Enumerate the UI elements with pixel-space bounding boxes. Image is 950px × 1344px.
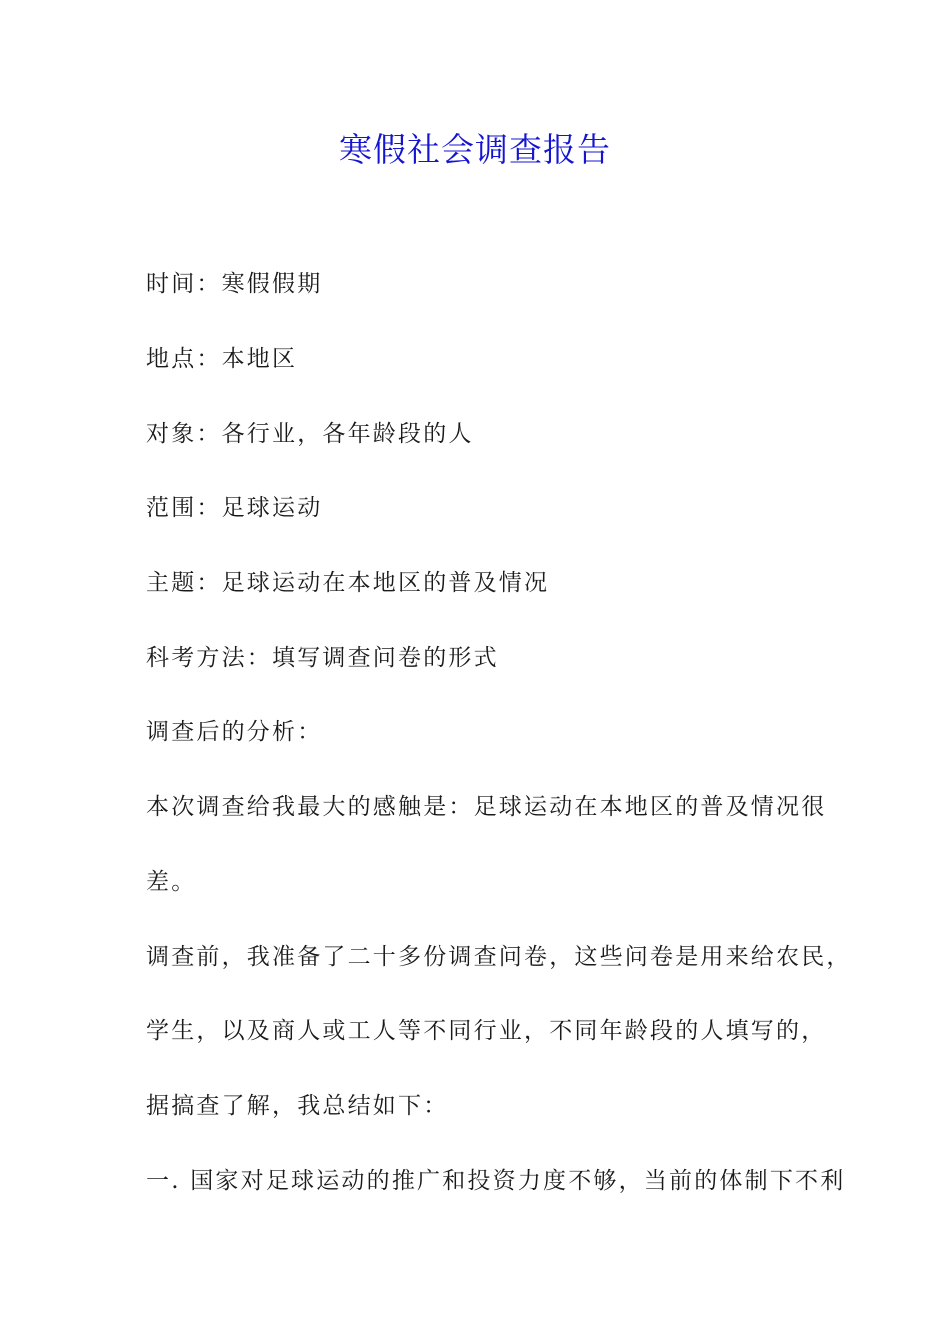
paragraph-line: 差。 (146, 869, 197, 895)
paragraph-line: 据搞查了解，我总结如下： (146, 1093, 449, 1119)
info-scope: 范围：足球运动 (146, 495, 323, 521)
info-method: 科考方法：填写调查问卷的形式 (146, 645, 499, 671)
paragraph-line: 本次调查给我最大的感触是：足球运动在本地区的普及情况很 (146, 794, 827, 820)
paragraph-line: 学生，以及商人或工人等不同行业，不同年龄段的人填写的， (146, 1018, 827, 1044)
list-item-1: 一. 国家对足球运动的推广和投资力度不够，当前的体制下不利 (146, 1168, 846, 1194)
paragraph-line: 调查前，我准备了二十多份调查问卷，这些问卷是用来给农民， (146, 944, 852, 970)
info-location: 地点：本地区 (146, 346, 298, 372)
info-topic: 主题：足球运动在本地区的普及情况 (146, 570, 550, 596)
info-subjects: 对象：各行业，各年龄段的人 (146, 421, 474, 447)
info-time: 时间：寒假假期 (146, 271, 323, 297)
analysis-heading: 调查后的分析： (146, 719, 323, 745)
document-title: 寒假社会调查报告 (339, 130, 611, 169)
